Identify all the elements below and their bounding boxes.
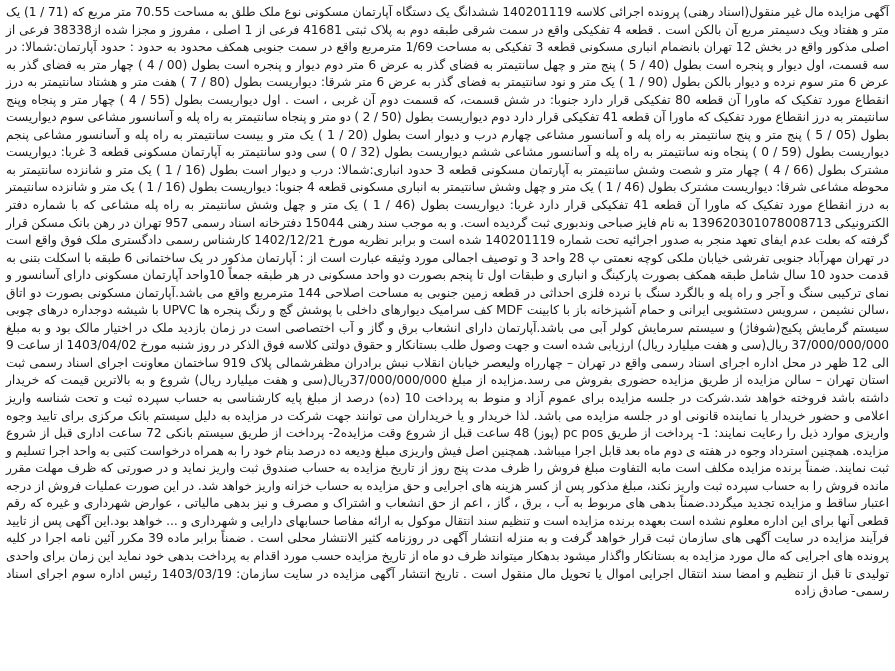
notice-body-text: آگهی مزایده مال غیر منقول(اسناد رهنی) پرونده اجرائی کلاسه 140201119 ششدانگ یک دستگاه آپارتمان مسکونی نوع ملک طلق به مساحت 70.55 متر مربع که (71 / 1) یک متر و هفتاد ویک دسیمتر مربع آن بالکن است . قطعه 4 تفکیکی واقع در سمت شرقی طبقه دوم به پلاک ثبتی 41681 فرعی از 1 اصلی ، مفروز و مجزا شده از38338 فرعی از اصلی مذکور واقع در بخش 12 تهران بانضمام انباری مسکونی قطعه 3 تفکیکی به مساحت 1/69 مترمربع واقع در سمت جنوبی همکف محدود به حدود : حدود آپارتمان:شمالا: در سه قسمت، اول دیوار و پنجره است بطول (40 / 5 ) پنج متر و چهل سانتیمتر به فضای گذر به عرض 6 متر دوم دیوار و پنجره است بطول (00 / 4 ) چهار متر به فضای گذر به عرض 6 متر سوم نرده و دیوار بالکن بطول (90 / 1 ) یک متر و نود سانتیمتر به فضای گذر به عرض 6 متر شرقا: دیواریست بطول (80 / 7 ) هفت متر و هشتاد سانتیمتر به درز انقطاع مورد تفکیک که ماورا آن قطعه 80 تفکیکی قرار دارد جنوبا: در شش قسمت، که قسمت دوم آن غربی ، است . اول دیواریست بطول (55 / 4 ) چهار متر و پنجاه وپنج سانتیمتر به درز انقطاع مورد تفکیک که ماورا آن قطعه 41 تفکیکی قرار دارد دوم دیواریست بطول (50 / 2 ) دو متر و پنجاه سانتیمتر به راه پله و آسانسور مشاعی سوم دیواریست بطول (05 / 5 ) پنج متر و پنج سانتیمتر به راه پله و آسانسور مشاعی چهارم درب و دیوار است بطول (20 / 1 ) یک متر و بیست سانتیمتر به راه پله و آسانسور مشاعی پنجم دیواریست بطول (59 / 0 ) پنجاه ونه سانتیمتر به راه پله و آسانسور مشاعی ششم دیواریست بطول (32 / 0 ) سی ودو سانتیمتر به آپارتمان مسکونی قطعه 3 غربا: دیواریست مشترک بطول (66 / 4 ) چهار متر و شصت وشش سانتیمتر به آپارتمان مسکونی قطعه 3 حدود انباری:شمالا: درب و دیوار است بطول (16 / 1 ) یک متر و شانزده سانتیمتر به محوطه مشاعی شرقا: دیواریست مشترک بطول (46 / 1 ) یک متر و چهل وشش سانتیمتر به انباری مسکونی قطعه 4 جنوبا: دیواریست بطول (16 / 1 ) یک متر و شانزده سانتیمتر به درز انقطاع مورد تفکیک که ماورا آن قطعه 41 تفکیکی قرار دارد غربا: دیواریست بطول (46 / 1 ) یک متر و چهل وشش سانتیمتر به راه پله مشاعی که با شماره دفتر الکترونیکی 139620301078008713 به نام فایز صباحی وندبوری ثبت گردیده است. و به موجب سند رهنی 15044 دفترخانه اسناد رسمی 957 تهران در رهن بانک مسکن قرار گرفته که بعلت عدم ایفای تعهد منجر به صدور اجرائیه تحت شماره 140201119 شده است و برابر نظریه مورخ 1402/12/21 کارشناس رسمی دادگستری ملک فوق واقع است در تهران مهرآباد جنوبی تفرشی خیابان ملکی کوچه نعمتی پ 28 واحد 3 و توصیف اجمالی مورد وثیقه عبارت است از : آپارتمان مذکور در یک ساختمانی 6 طبقه با اسکلت بتنی به قدمت حدود 10 سال شامل طبقه همکف بصورت پارکینگ و انباری و طبقات اول تا پنجم بصورت دو واحد مسکونی در هر طبقه جمعاً 10واحد آپارتمان مسکونی دارای آسانسور و نمای ترکیبی سنگ و آجر و راه پله و بالگرد سنگ با نرده فلزی احداثی در قطعه زمین جنوبی به مساحت اصلاحی 144 مترمربع واقع می باشد.آپارتمان مسکونی بصورت دو اتاق ،سالن نشیمن ، سرویس دستشویی ایرانی و حمام آشپزخانه باز با کابینت MDF کف سرامیک دیوارهای داخلی با پوشش گچ و رنگ پنجره ها UPVC با شیشه دوجداره درهای چوبی سیستم گرمایش پکیج(شوفاژ) و سیستم سرمایش کولر آبی می باشد.آپارتمان دارای انشعاب برق و گاز و آب اختصاصی است در زمان بازدید ملک در اختیار مالک بود و به مبلغ 37/000/000/000 ریال(سی و هفت میلیارد ریال) ارزیابی شده است و جهت وصول طلب بستانکار و حقوق دولتی کلاسه فوق الذکر در روز شنبه مورخ 1403/04/02 از ساعت 9 الی 12 ظهر در محل اداره اجرای اسناد رسمی واقع در تهران – چهارراه ولیعصر خیابان انقلاب نبش برادران مظفرشمالی پلاک 919 ساختمان معاونت اجرای اسناد رسمی ثبت استان تهران – سالن مزایده از طریق مزایده حضوری بفروش می رسد.مزایده از مبلغ 37/000/000/000ریال(سی و هفت میلیارد ریال) شروع و به بالاترین قیمت که خریدار داشته باشد فروخته خواهد شد.شرکت در جلسه مزایده برای عموم آزاد و منوط به پرداخت 10 (ده) درصد از مبلغ پایه کارشناسی به حساب سپرده ثبت و تحت شناسه واریز اعلامی و حضور خریدار یا نماینده قانونی او در جلسه مزایده می باشد. لذا خریدار و یا خریداران می توانند جهت شرکت در مزایده به دلیل سیستم بانک مرکزی برای تایید وجوه واریزی موارد ذیل را رعایت نمایند: 1- پرداخت از طریق pc pos (پوز) 48 ساعت قبل از شروع وقت مزایده2- پرداخت از طریق سیستم بانکی 72 ساعت اداری قبل از شروع مزایده. همچنین استرداد وجوه در هفته ی دوم ماه بعد قابل اجرا میباشد. همچنین اصل فیش واریزی مبلغ ودیعه ده درصد بنام خود را به همراه درخواست کتبی به واحد اجرا تسلیم و ثبت نمایند. ضمناً برنده مزایده مکلف است مابه التفاوت مبلغ فروش را ظرف مدت پنج روز از تاریخ مزایده به حساب صندوق ثبت واریز نماید و در صورتی که ظرف مهلت مقرر مانده فروش را به حساب سپرده ثبت واریز نکند، مبلغ مذکور پس از کسر هزینه های اجرایی و حق مزایده به حساب خزانه واریز خواهد شد. در این صورت عملیات فروش از درجه اعتبار ساقط و مزایده تجدید میگردد.ضمناً بدهی های مربوط به آب ، برق ، گاز ، اعم از حق انشعاب و اشتراک و مصرف و نیز بدهی مالیاتی ، عوارض شهرداری و غیره که رقم قطعی آنها برای این اداره معلوم نشده است بعهده برنده مزایده است و تنظیم سند انتقال موکول به ارائه مفاصا حسابهای دارایی و شهرداری و ... خواهد بود.این آگهی پس از تایید فرآیند مزایده در سایت آگهی های سازمان ثبت قرار خواهد گرفت و به منزله انتشار آگهی در روزنامه کثیر الانتشار محلی است . ضمناً برابر ماده 39 مکرر آئین نامه اجرا در کلیه پرونده های اجرایی که مال مورد مزایده به بستانکار واگذار میشود بدهکار میتواند ظرف دو ماه از تاریخ مزایده حسب مورد اقدام به پرداخت بدهی خود نماید این زمان برای واحدی تولیدی تا قبل از تنظیم و امضا سند انتقال اجرایی اموال یا تحویل مال منقول است . تاریخ انتشار آگهی مزایده در سایت سازمان: 1403/03/19 رئیس اداره سوم اجرای اسناد رسمی- صادق زاده (6, 5, 890, 599)
